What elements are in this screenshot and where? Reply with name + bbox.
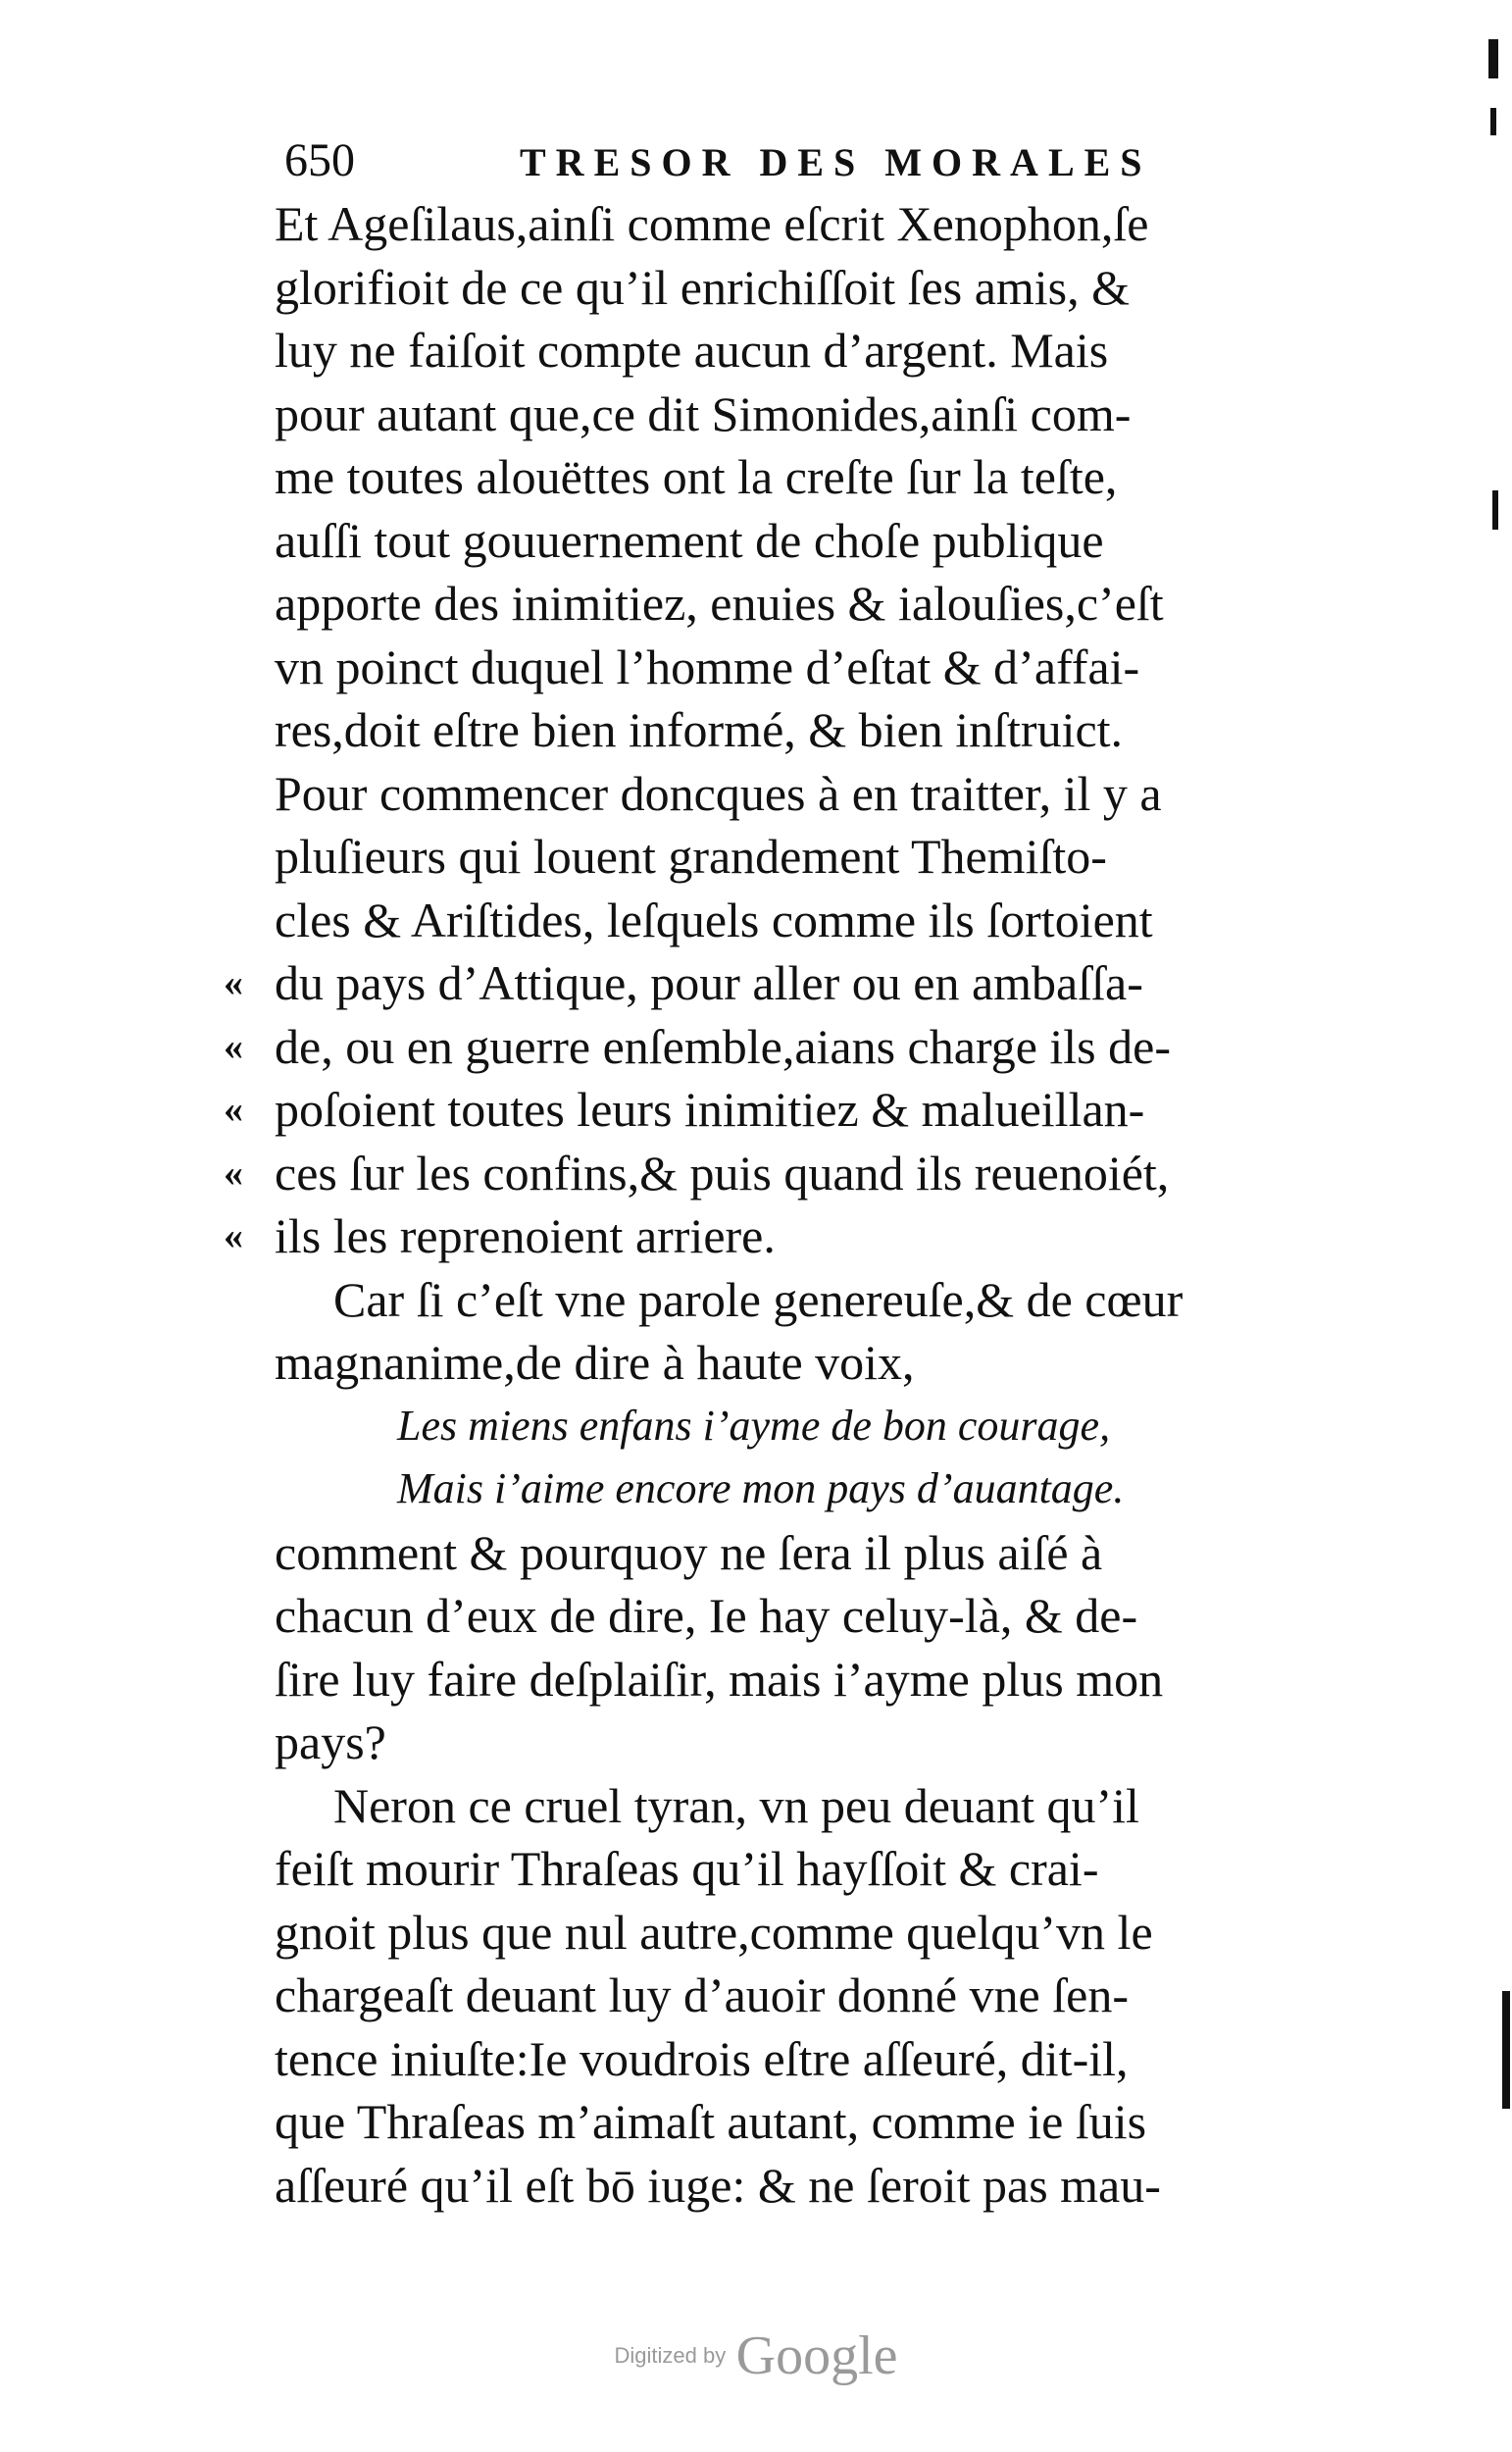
text-line xyxy=(275,762,1353,826)
text-line xyxy=(224,951,1353,1015)
line-text: vn poinct duquel l’homme d’eſtat & d’affai- xyxy=(275,639,1140,694)
line-text: res,doit eſtre bien informé, & bien inſtruict. xyxy=(275,702,1124,757)
body-text xyxy=(224,192,1353,2217)
text-line xyxy=(275,825,1353,889)
digitization-watermark xyxy=(0,2324,1512,2387)
line-text: Pour commencer doncques à en traitter, il y a xyxy=(275,765,1162,821)
text-line xyxy=(275,2090,1353,2154)
margin-quote-marker: « xyxy=(224,1213,243,1257)
line-text: me toutes alouëttes ont la creſte ſur la teſte, xyxy=(275,449,1118,504)
margin-quote-marker: « xyxy=(224,1023,243,1068)
text-line xyxy=(275,1901,1353,1965)
line-text: pays? xyxy=(275,1714,386,1769)
margin-quote-marker: « xyxy=(224,1149,243,1195)
line-text: feiſt mourir Thraſeas qu’il hayſſoit & crai- xyxy=(275,1841,1099,1896)
text-line xyxy=(275,1584,1353,1648)
page-header xyxy=(284,133,1265,192)
text-line xyxy=(275,256,1353,320)
scan-edge-mark xyxy=(1488,39,1498,78)
line-text: poſoient toutes leurs inimitiez & malueillan- xyxy=(275,1082,1145,1137)
text-line xyxy=(275,383,1353,446)
margin-quote-marker: « xyxy=(224,1087,243,1131)
text-line xyxy=(275,319,1353,383)
line-text: de, ou en guerre enſemble,aians charge ils de- xyxy=(275,1018,1171,1074)
page-number: 650 xyxy=(284,134,355,186)
line-text: du pays d’Attique, pour aller ou en ambaſſa- xyxy=(275,955,1143,1010)
scan-edge-mark xyxy=(1502,1991,1510,2109)
line-text: gnoit plus que nul autre,comme quelqu’vn le xyxy=(275,1904,1153,1960)
text-line xyxy=(275,509,1353,573)
line-text: cles & Ariſtides, leſquels comme ils ſortoient xyxy=(275,892,1153,947)
scan-edge-mark xyxy=(1492,490,1498,530)
text-line xyxy=(275,2027,1353,2091)
text-line xyxy=(275,1521,1353,1585)
text-line xyxy=(275,1837,1353,1901)
line-text: Neron ce cruel tyran, vn peu deuant qu’il xyxy=(333,1777,1139,1833)
line-text: magnanime,de dire à haute voix, xyxy=(275,1335,915,1390)
line-text: tence iniuſte:Ie voudrois eſtre aſſeuré, dit-il, xyxy=(275,2030,1129,2086)
line-text: Les miens enfans i’ayme de bon courage, xyxy=(397,1401,1111,1450)
text-line xyxy=(224,1142,1353,1205)
text-line xyxy=(275,698,1353,762)
text-line xyxy=(275,636,1353,699)
line-text: aſſeuré qu’il eſt bō iuge: & ne ſeroit pas mau- xyxy=(275,2157,1161,2213)
line-text: ils les reprenoient arriere. xyxy=(275,1208,776,1263)
running-head: TRESOR DES MORALES xyxy=(520,140,1152,184)
google-logo: Google xyxy=(735,2325,898,2386)
line-text: Car ſi c’eſt vne parole genereuſe,& de cœur xyxy=(333,1271,1184,1327)
text-line xyxy=(275,889,1353,952)
line-text: ces ſur les confins,& puis quand ils reuenoiét, xyxy=(275,1145,1170,1200)
text-line xyxy=(275,1711,1353,1774)
verse-line xyxy=(275,1457,1353,1521)
margin-quote-marker: « xyxy=(224,960,243,1004)
digitized-label: Digitized by xyxy=(614,2343,727,2368)
text-line xyxy=(275,1964,1353,2027)
line-text: pour autant que,ce dit Simonides,ainſi com- xyxy=(275,385,1132,441)
scan-edge-mark xyxy=(1490,108,1496,135)
line-text: auſſi tout gouuernement de choſe publique xyxy=(275,512,1104,568)
line-text: que Thraſeas m’aimaſt autant, comme ie ſuis xyxy=(275,2094,1147,2149)
text-line xyxy=(275,1774,1353,1838)
text-line xyxy=(275,192,1353,256)
line-text: comment & pourquoy ne ſera il plus aiſé à xyxy=(275,1524,1103,1580)
line-text: luy ne faiſoit compte aucun d’argent. Mais xyxy=(275,323,1109,378)
text-line xyxy=(224,1204,1353,1268)
line-text: glorifioit de ce qu’il enrichiſſoit ſes amis, & xyxy=(275,259,1131,315)
text-line xyxy=(275,572,1353,636)
line-text: Mais i’aime encore mon pays d’auantage. xyxy=(397,1464,1125,1512)
line-text: pluſieurs qui louent grandement Themiſto- xyxy=(275,829,1107,884)
text-line xyxy=(275,1648,1353,1711)
line-text: chargeaſt deuant luy d’auoir donné vne ſen- xyxy=(275,1967,1129,2022)
line-text: ſire luy faire deſplaiſir, mais i’ayme plus mon xyxy=(275,1651,1164,1707)
text-line xyxy=(275,1268,1353,1332)
text-line xyxy=(275,1331,1353,1395)
text-line xyxy=(275,2154,1353,2218)
text-line xyxy=(224,1078,1353,1142)
line-text: chacun d’eux de dire, Ie hay celuy-là, & de- xyxy=(275,1588,1138,1643)
text-line xyxy=(224,1015,1353,1079)
line-text: apporte des inimitiez, enuies & ialouſies,c’eſt xyxy=(275,576,1164,631)
text-line xyxy=(275,445,1353,509)
line-text: Et Ageſilaus,ainſi comme eſcrit Xenophon,ſe xyxy=(275,196,1149,251)
verse-line xyxy=(275,1395,1353,1458)
